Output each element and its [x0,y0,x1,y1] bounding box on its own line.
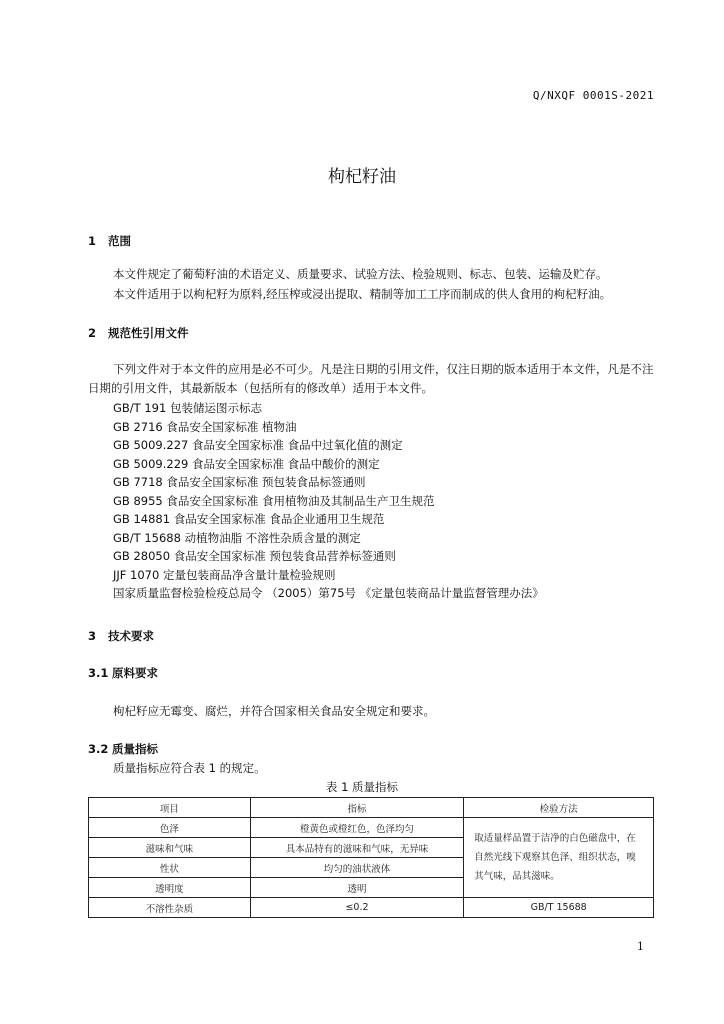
table-header-row [89,798,654,818]
table-cell: 均匀的油状液体 [250,858,464,878]
reference-item: GB/T 191 包装储运图示标志 [113,401,262,415]
paragraph: 质量指标应符合表 1 的规定。 [113,761,266,775]
reference-item: JJF 1070 定量包装商品净含量计量检验规则 [113,567,336,582]
reference-list [113,399,544,603]
table-cell: 滋味和气味 [89,838,251,858]
section-number: 1 [88,234,97,248]
page-number: 1 [637,940,644,953]
quality-table [88,797,654,918]
reference-item: GB/T 15688 动植物油脂 不溶性杂质含量的测定 [113,530,361,545]
paragraph: 本文件适用于以枸杞籽为原料,经压榨或浸出提取、精制等加工工序而制成的供人食用的枸杞籽油。 [113,287,612,301]
table-row [89,818,654,838]
paragraph: 枸杞籽应无霉变、腐烂，并符合国家相关食品安全规定和要求。 [113,704,435,718]
paragraph: 本文件规定了葡萄籽油的术语定义、质量要求、试验方法、检验规则、标志、包装、运输及贮存。 [113,267,608,281]
section-number: 3 [88,629,97,643]
section-1-heading [88,233,131,249]
section-title: 原料要求 [112,666,158,680]
reference-item: GB 2716 食品安全国家标准 植物油 [113,419,297,434]
table-header-cell: 项目 [89,798,251,818]
table-header-cell: 检验方法 [464,798,654,818]
section-3-heading [88,628,154,644]
table-cell: 透明度 [89,878,251,898]
reference-item: GB 28050 食品安全国家标准 预包装食品营养标签通则 [113,549,396,563]
table-row [89,898,654,918]
reference-item: 国家质量监督检验检疫总局令 （2005）第75号 《定量包装商品计量监督管理办法》 [113,586,544,600]
reference-item: GB 8955 食品安全国家标准 食用植物油及其制品生产卫生规范 [113,493,435,508]
section-title: 范围 [108,234,131,248]
table-cell: ≤0.2 [250,898,464,918]
section-title: 质量指标 [112,742,158,756]
section-number: 3.1 [88,666,109,680]
reference-item: GB 14881 食品安全国家标准 食品企业通用卫生规范 [113,512,385,526]
section-number: 3.2 [88,742,109,756]
table-cell: 橙黄色或橙红色，色泽均匀 [250,818,464,838]
section-3-2-heading [88,741,158,757]
table-caption: 表 1 质量指标 [325,780,399,794]
table-header-cell: 指标 [250,798,464,818]
section-2-heading [88,325,189,341]
table-cell: GB/T 15688 [464,898,654,918]
section-3-1-heading [88,665,158,681]
table-cell: 性状 [89,858,251,878]
table-cell: 色泽 [89,818,251,838]
paragraph: 下列文件对于本文件的应用是必不可少。凡是注日期的引用文件，仅注日期的版本适用于本文件，凡是不注日期的引用文件，其最新版本（包括所有的修改单）适用于本文件。 [88,362,654,395]
reference-item: GB 5009.227 食品安全国家标准 食品中过氧化值的测定 [113,438,403,452]
merged-method-cell: 取适量样品置于洁净的白色磁盘中，在自然光线下观察其色泽、组织状态，嗅其气味，品其滋味。 [464,818,654,898]
reference-item: GB 5009.229 食品安全国家标准 食品中酸价的测定 [113,456,380,471]
document-title: 枸杞籽油 [328,167,396,187]
section-title: 技术要求 [108,629,154,643]
table-cell: 具本品特有的滋味和气味，无异味 [250,838,464,858]
section-title: 规范性引用文件 [108,326,189,340]
reference-item: GB 7718 食品安全国家标准 预包装食品标签通则 [113,475,366,489]
standard-number: Q/NXQF 0001S-2021 [532,89,654,102]
table-cell: 透明 [250,878,464,898]
table-cell: 不溶性杂质 [89,898,251,918]
section-number: 2 [88,326,97,340]
